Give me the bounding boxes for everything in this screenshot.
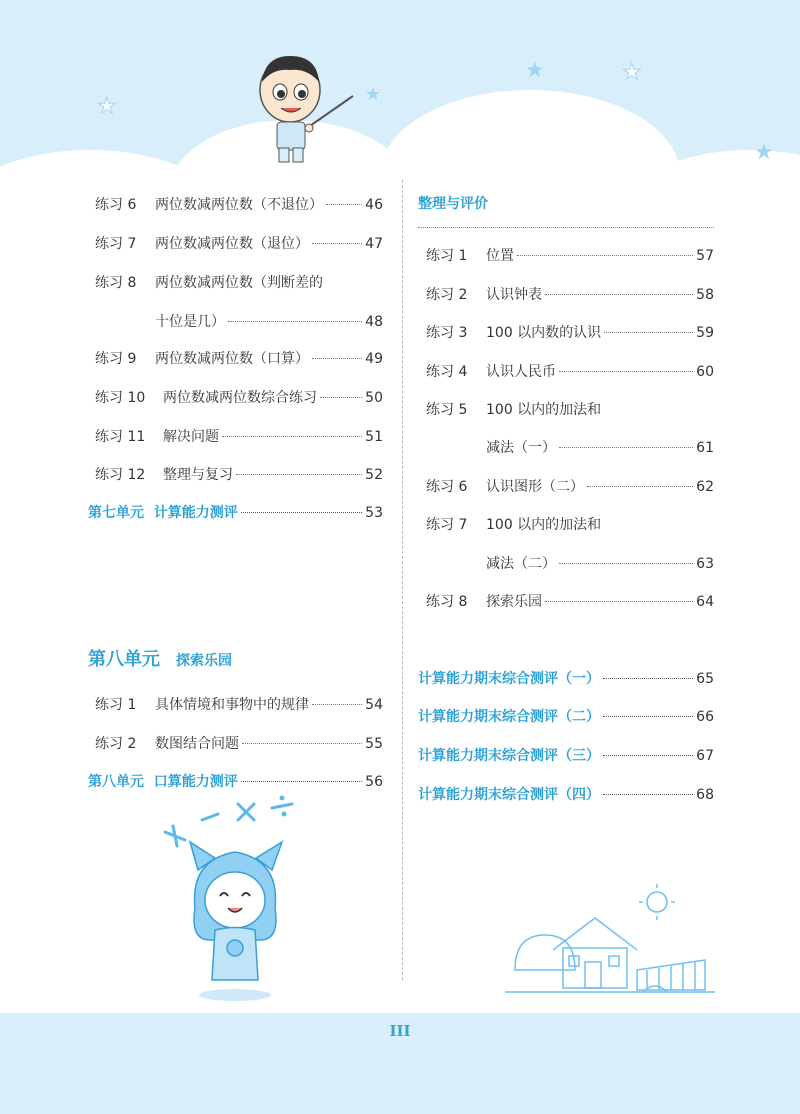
toc-entry[interactable] (95, 387, 383, 407)
toc-entry[interactable] (95, 733, 383, 753)
page-number: 55 (365, 736, 383, 752)
toc-entry[interactable] (426, 399, 714, 419)
entry-title: 认识人民币 (486, 364, 556, 380)
toc-entry[interactable] (95, 233, 383, 253)
house-sketch-illustration (505, 880, 715, 1005)
entry-title: 探索乐园 (486, 594, 542, 610)
unit-label: 第八单元 (88, 649, 160, 670)
page-number: 46 (365, 197, 383, 213)
toc-entry[interactable] (426, 476, 714, 496)
leader-dots (545, 601, 693, 602)
leader-dots (559, 371, 693, 372)
page-number: 61 (696, 440, 714, 456)
entry-title: 计算能力期末综合测评（三） (418, 748, 600, 764)
leader-dots (241, 781, 362, 782)
leader-dots (228, 321, 362, 322)
leader-dots (604, 332, 693, 333)
section-title: 整理与评价 (418, 196, 488, 212)
exercise-code: 练习 4 (426, 364, 468, 380)
leader-dots (559, 563, 693, 564)
exercise-code: 练习 8 (426, 594, 468, 610)
final-test-entry[interactable] (418, 745, 714, 765)
star-icon: ★ (754, 140, 774, 165)
leader-dots (603, 716, 693, 717)
leader-dots (312, 704, 362, 705)
entry-title: 两位数减两位数（口算） (155, 351, 309, 367)
leader-dots (559, 447, 693, 448)
entry-title: 两位数减两位数（判断差的 (155, 275, 323, 291)
entry-title: 具体情境和事物中的规律 (155, 697, 309, 713)
exercise-code: 练习 12 (95, 467, 146, 483)
star-icon: ★ (97, 94, 117, 119)
entry-title: 位置 (486, 248, 514, 264)
unit-name: 探索乐园 (176, 653, 232, 669)
leader-dots (603, 794, 693, 795)
leader-dots (312, 243, 362, 244)
exercise-code: 练习 3 (426, 325, 468, 341)
entry-title-continuation: 减法（一） (486, 440, 556, 456)
page-number: 49 (365, 351, 383, 367)
entry-title-continuation: 十位是几） (155, 314, 225, 330)
toc-entry-continuation[interactable] (486, 553, 714, 573)
unit8-test-entry[interactable] (88, 771, 383, 791)
toc-entry[interactable] (426, 284, 714, 304)
page-number: 56 (365, 774, 383, 790)
leader-dots (222, 436, 362, 437)
page-number: 66 (696, 709, 714, 725)
entry-title: 整理与复习 (163, 467, 233, 483)
page-number: 65 (696, 671, 714, 687)
page-number: 64 (696, 594, 714, 610)
leader-dots (603, 755, 693, 756)
entry-title: 解决问题 (163, 429, 219, 445)
page-number: 51 (365, 429, 383, 445)
toc-entry-continuation[interactable] (486, 437, 714, 457)
exercise-code: 练习 7 (426, 517, 468, 533)
entry-title: 两位数减两位数（不退位） (155, 197, 323, 213)
exercise-code: 练习 2 (426, 287, 468, 303)
entry-title: 两位数减两位数（退位） (155, 236, 309, 252)
page-number: 47 (365, 236, 383, 252)
page-number: 57 (696, 248, 714, 264)
toc-entry[interactable] (95, 426, 383, 446)
entry-title: 100 以内的加法和 (486, 402, 602, 418)
entry-title: 计算能力期末综合测评（二） (418, 709, 600, 725)
boy-mascot-illustration (245, 48, 365, 168)
leader-dots (320, 397, 362, 398)
toc-entry[interactable] (95, 694, 383, 714)
page-number: 59 (696, 325, 714, 341)
exercise-code: 练习 1 (95, 697, 137, 713)
page-number-footer: III (389, 1022, 411, 1040)
page-number: 63 (696, 556, 714, 572)
unit8-heading (88, 645, 232, 671)
leader-dots (603, 678, 693, 679)
toc-entry[interactable] (95, 464, 383, 484)
leader-dots (312, 358, 362, 359)
exercise-code: 练习 11 (95, 429, 146, 445)
final-test-entry[interactable] (418, 668, 714, 688)
entry-title: 数图结合问题 (155, 736, 239, 752)
exercise-code: 练习 9 (95, 351, 137, 367)
leader-dots (241, 512, 362, 513)
toc-entry[interactable] (95, 194, 383, 214)
page-number: 58 (696, 287, 714, 303)
leader-dots (236, 474, 362, 475)
final-test-entry[interactable] (418, 706, 714, 726)
leader-dots (587, 486, 693, 487)
exercise-code: 练习 6 (95, 197, 137, 213)
girl-mascot-illustration (160, 790, 310, 1005)
toc-entry[interactable] (426, 322, 714, 342)
toc-entry[interactable] (426, 591, 714, 611)
exercise-code: 练习 5 (426, 402, 468, 418)
exercise-code: 练习 6 (426, 479, 468, 495)
toc-entry[interactable] (426, 514, 714, 534)
exercise-code: 练习 10 (95, 390, 146, 406)
exercise-code: 练习 2 (95, 736, 137, 752)
unit7-test-entry[interactable] (88, 502, 383, 522)
exercise-code: 练习 7 (95, 236, 137, 252)
entry-title: 计算能力期末综合测评（一） (418, 671, 600, 687)
toc-entry-continuation[interactable] (155, 311, 383, 331)
final-test-entry[interactable] (418, 784, 714, 804)
entry-title: 第八单元 口算能力测评 (88, 774, 238, 790)
star-icon: ★ (525, 58, 545, 83)
leader-dots (517, 255, 693, 256)
entry-title: 第七单元 计算能力测评 (88, 505, 238, 521)
page-number: 52 (365, 467, 383, 483)
entry-title: 计算能力期末综合测评（四） (418, 787, 600, 803)
page-number: 53 (365, 505, 383, 521)
page-number: 67 (696, 748, 714, 764)
exercise-code: 练习 8 (95, 275, 137, 291)
toc-entry[interactable] (426, 361, 714, 381)
exercise-code: 练习 1 (426, 248, 468, 264)
toc-entry[interactable] (95, 272, 383, 292)
toc-entry[interactable] (426, 245, 714, 265)
leader-dots (326, 204, 362, 205)
entry-title: 认识钟表 (486, 287, 542, 303)
page-number: 50 (365, 390, 383, 406)
page-number: 60 (696, 364, 714, 380)
entry-title: 100 以内数的认识 (486, 325, 602, 341)
star-icon: ★ (622, 60, 642, 85)
column-divider (402, 180, 403, 980)
entry-title: 100 以内的加法和 (486, 517, 602, 533)
entry-title: 两位数减两位数综合练习 (163, 390, 317, 406)
leader-dots (545, 294, 693, 295)
toc-entry[interactable] (95, 348, 383, 368)
section-rule (418, 227, 714, 228)
leader-dots (242, 743, 362, 744)
entry-title-continuation: 减法（二） (486, 556, 556, 572)
entry-title: 认识图形（二） (486, 479, 584, 495)
page-number: 68 (696, 787, 714, 803)
star-icon: ★ (365, 84, 382, 105)
page-number: 48 (365, 314, 383, 330)
page-number: 62 (696, 479, 714, 495)
page-number: 54 (365, 697, 383, 713)
